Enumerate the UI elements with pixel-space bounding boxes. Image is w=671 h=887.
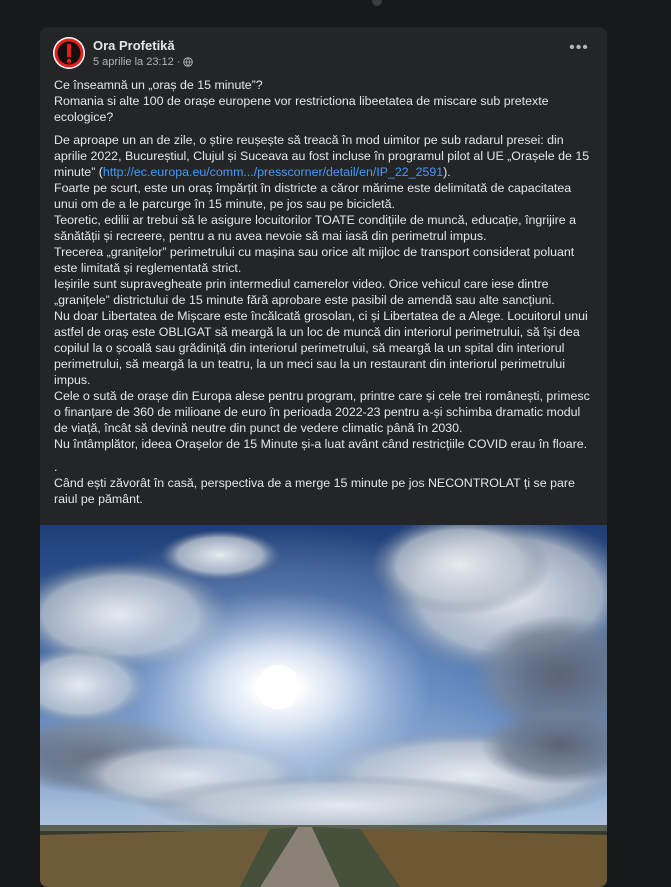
paragraph: Ieșirile sunt supravegheate prin intermediul camerelor video. Orice vehicul care iese dintre „granițele” districtului de 15 minute fără aprobare este pasibil de amendă sau alte sancțiuni. bbox=[54, 277, 555, 307]
paragraph-intro bbox=[54, 132, 595, 180]
post-photo[interactable] bbox=[40, 525, 607, 887]
paragraph: Teoretic, edilii ar trebui să le asigure locuitorilor TOATE condițiile de muncă, educație, îngrijire a sănătății și recreere, pentru a nu avea nevoie să mai iasă din perimetrul impus. bbox=[54, 213, 577, 243]
paragraph: Foarte pe scurt, este un oraș împărțit în districte a căror mărime este delimitată de capacitatea unui om de a le parcurge în 15 minute, pe jos sau pe bicicletă. bbox=[54, 181, 572, 211]
post-body bbox=[40, 77, 607, 507]
paragraph-closing: Când ești zăvorât în casă, perspectiva de a merge 15 minute pe jos NECONTROLAT ți se pare raiul pe pământ. bbox=[54, 476, 575, 506]
post-title bbox=[54, 77, 595, 125]
paragraph: Cele o sută de orașe din Europa alese pentru program, printre care și cele trei românești, primesc o finanțare de 360 de milioane de euro în perioada 2022-23 pentru a-și schimba dramatic modul de viață, încât să devină neutre din punct de vedere climatic până în 2030. bbox=[54, 389, 590, 435]
globe-icon bbox=[183, 57, 193, 67]
title-line-1: Ce înseamnă un „oraș de 15 minute”? bbox=[54, 78, 263, 92]
paragraph: Nu întâmplător, ideea Orașelor de 15 Minute și-a luat avânt când restricțiile COVID erau în floare. bbox=[54, 437, 588, 451]
post-header bbox=[40, 27, 607, 77]
top-indicator bbox=[372, 0, 382, 6]
more-options-button[interactable]: ••• bbox=[569, 39, 589, 56]
paragraph: Nu doar Libertatea de Mișcare este încălcată grosolan, ci și Libertatea de a Alege. Locuitorul unui astfel de oraș este OBLIGAT să meargă la un loc de muncă din interiorul perimetrului, să își dea copilul la o școală sau grădiniță din interiorul perimetrului, să meargă la un spital din interiorul perimetrului, să meargă la un teatru, la un meci sau la un restaurant din interiorul perimetrului impus. bbox=[54, 309, 588, 387]
source-link[interactable]: http://ec.europa.eu/comm.../presscorner/detail/en/IP_22_2591 bbox=[102, 165, 444, 179]
post-card bbox=[40, 27, 607, 887]
paragraph: Trecerea „granițelor” perimetrului cu mașina sau orice alt mijloc de transport considerat poluant este limitată și reglementată strict. bbox=[54, 245, 575, 275]
timestamp[interactable]: 5 aprilie la 23:12 bbox=[93, 56, 174, 68]
title-line-2: Romania si alte 100 de orașe europene vor restrictiona libeetatea de miscare sub pretexte ecologice? bbox=[54, 94, 549, 124]
intro-text: De aproape un an de zile, o știre reușește să treacă în mod uimitor pe sub radarul presei: din aprilie 2022, Bucureștiul, Clujul și Suceava au fost incluse în programul pilot al UE „Orașele de 15 minute” ( bbox=[54, 133, 590, 179]
intro-text-end: ). bbox=[443, 165, 451, 179]
meta-separator: · bbox=[176, 56, 181, 68]
avatar[interactable] bbox=[52, 36, 86, 70]
post-meta bbox=[93, 56, 193, 68]
author-name[interactable]: Ora Profetikă bbox=[93, 38, 175, 53]
dot-line: . bbox=[54, 460, 58, 474]
